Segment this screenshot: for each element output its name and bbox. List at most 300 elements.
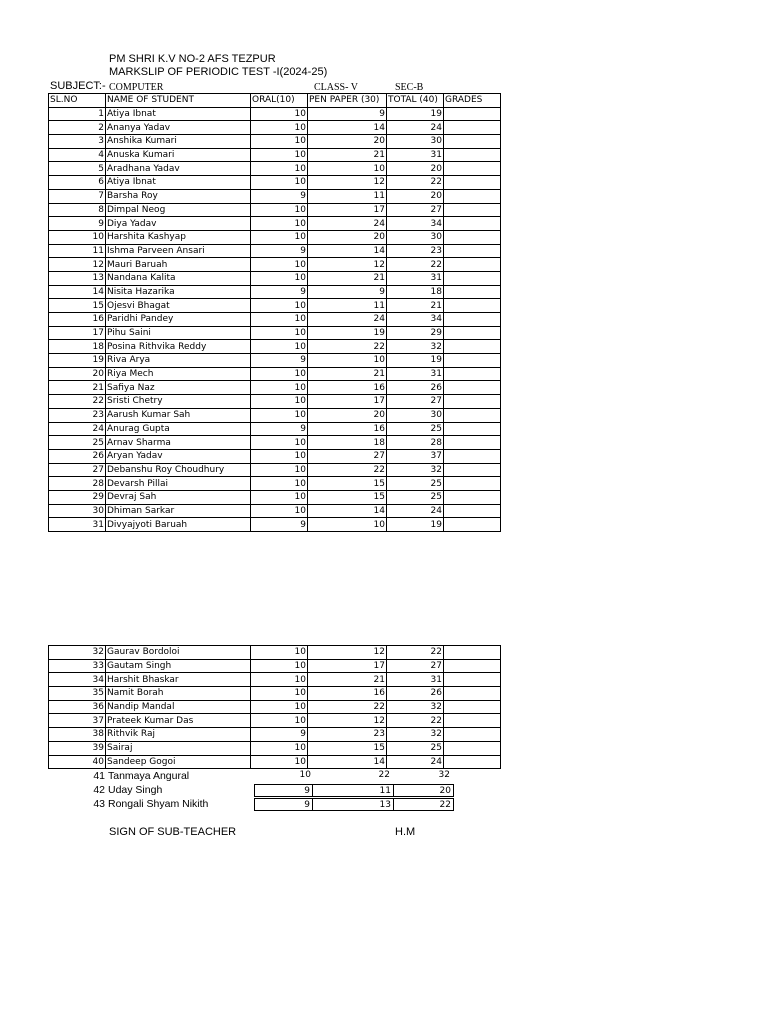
sign-sub-teacher: SIGN OF SUB-TEACHER xyxy=(109,826,237,838)
marks-table-1 xyxy=(48,93,501,532)
student-name-cell: Arnav Sharma xyxy=(106,436,251,450)
sl-no-cell: 22 xyxy=(49,395,106,409)
oral-cell: 9 xyxy=(251,244,308,258)
pen-paper-cell: 9 xyxy=(308,285,387,299)
student-name-cell: Sairaj xyxy=(106,741,251,755)
pen-paper-cell: 15 xyxy=(308,741,387,755)
total-cell: 31 xyxy=(387,148,444,162)
grade-cell xyxy=(444,299,501,313)
total-cell: 25 xyxy=(387,490,444,504)
grade-cell xyxy=(444,477,501,491)
oral-cell: 9 xyxy=(251,518,308,532)
sl-no-cell: 6 xyxy=(49,176,106,190)
student-name-cell: Sandeep Gogoi xyxy=(106,755,251,769)
total-cell: 19 xyxy=(387,107,444,121)
tail-oral-box: 9 xyxy=(254,784,313,797)
grade-cell xyxy=(444,673,501,687)
pen-paper-cell: 23 xyxy=(308,728,387,742)
sl-no-cell: 25 xyxy=(49,436,106,450)
pen-paper-cell: 24 xyxy=(308,313,387,327)
total-cell: 25 xyxy=(387,477,444,491)
table-row xyxy=(49,176,501,190)
pen-paper-cell: 21 xyxy=(308,271,387,285)
pen-paper-cell: 16 xyxy=(308,381,387,395)
total-cell: 21 xyxy=(387,299,444,313)
total-cell: 19 xyxy=(387,518,444,532)
total-cell: 27 xyxy=(387,203,444,217)
total-cell: 31 xyxy=(387,271,444,285)
sl-no-cell: 28 xyxy=(49,477,106,491)
student-name-cell: Diya Yadav xyxy=(106,217,251,231)
total-cell: 27 xyxy=(387,659,444,673)
student-name-cell: Mauri Baruah xyxy=(106,258,251,272)
table-row xyxy=(49,135,501,149)
sl-no-cell: 31 xyxy=(49,518,106,532)
total-cell: 29 xyxy=(387,326,444,340)
table-row xyxy=(49,326,501,340)
total-cell: 32 xyxy=(387,463,444,477)
table-row xyxy=(49,230,501,244)
table-row xyxy=(49,285,501,299)
total-cell: 30 xyxy=(387,135,444,149)
table-row xyxy=(49,340,501,354)
oral-cell: 10 xyxy=(251,271,308,285)
table-row xyxy=(49,203,501,217)
oral-cell: 10 xyxy=(251,463,308,477)
grade-cell xyxy=(444,148,501,162)
table-row xyxy=(49,436,501,450)
grade-cell xyxy=(444,285,501,299)
pen-paper-cell: 19 xyxy=(308,326,387,340)
table-row xyxy=(49,659,501,673)
total-cell: 26 xyxy=(387,381,444,395)
student-name-cell: Barsha Roy xyxy=(106,189,251,203)
student-name-cell: Pihu Saini xyxy=(106,326,251,340)
oral-cell: 10 xyxy=(251,299,308,313)
grade-cell xyxy=(444,741,501,755)
table-row xyxy=(49,741,501,755)
total-cell: 25 xyxy=(387,422,444,436)
student-name-cell: Ananya Yadav xyxy=(106,121,251,135)
oral-cell: 9 xyxy=(251,728,308,742)
total-cell: 34 xyxy=(387,217,444,231)
student-name-cell: Divyajyoti Baruah xyxy=(106,518,251,532)
table-row xyxy=(49,244,501,258)
oral-cell: 10 xyxy=(251,135,308,149)
oral-cell: 10 xyxy=(251,714,308,728)
table-row xyxy=(49,395,501,409)
grade-cell xyxy=(444,687,501,701)
grade-cell xyxy=(444,449,501,463)
sl-no-cell: 15 xyxy=(49,299,106,313)
col-header-oral: ORAL(10) xyxy=(251,94,308,108)
pen-paper-cell: 11 xyxy=(308,299,387,313)
pen-paper-cell: 17 xyxy=(308,395,387,409)
sl-no-cell: 11 xyxy=(49,244,106,258)
col-header-slno: SL.NO xyxy=(49,94,106,108)
student-name-cell: Nandana Kalita xyxy=(106,271,251,285)
oral-cell: 10 xyxy=(251,313,308,327)
student-name-cell: Devarsh Pillai xyxy=(106,477,251,491)
total-cell: 22 xyxy=(387,176,444,190)
grade-cell xyxy=(444,230,501,244)
sl-no-cell: 37 xyxy=(49,714,106,728)
oral-cell: 10 xyxy=(251,687,308,701)
table-row xyxy=(49,408,501,422)
grade-cell xyxy=(444,490,501,504)
total-cell: 22 xyxy=(387,714,444,728)
oral-cell: 10 xyxy=(251,107,308,121)
student-name-cell: Aryan Yadav xyxy=(106,449,251,463)
sl-no-cell: 2 xyxy=(49,121,106,135)
total-cell: 24 xyxy=(387,504,444,518)
sl-no-cell: 34 xyxy=(49,673,106,687)
student-name-cell: Anurag Gupta xyxy=(106,422,251,436)
grade-cell xyxy=(444,408,501,422)
table-row xyxy=(49,477,501,491)
col-header-name: NAME OF STUDENT xyxy=(106,94,251,108)
total-cell: 24 xyxy=(387,121,444,135)
oral-cell: 10 xyxy=(251,176,308,190)
oral-cell: 10 xyxy=(251,673,308,687)
grade-cell xyxy=(444,203,501,217)
pen-paper-cell: 10 xyxy=(308,162,387,176)
student-name-cell: Riya Mech xyxy=(106,367,251,381)
grade-cell xyxy=(444,728,501,742)
table-row xyxy=(49,354,501,368)
oral-cell: 10 xyxy=(251,217,308,231)
oral-cell: 10 xyxy=(251,326,308,340)
marks-table-2 xyxy=(48,645,501,769)
total-cell: 37 xyxy=(387,449,444,463)
pen-paper-cell: 24 xyxy=(308,217,387,231)
total-cell: 31 xyxy=(387,367,444,381)
sl-no-cell: 20 xyxy=(49,367,106,381)
pen-paper-cell: 20 xyxy=(308,230,387,244)
tail-sl-no: 43 xyxy=(93,798,105,810)
sl-no-cell: 26 xyxy=(49,449,106,463)
grade-cell xyxy=(444,714,501,728)
student-name-cell: Dhiman Sarkar xyxy=(106,504,251,518)
oral-cell: 10 xyxy=(251,436,308,450)
pen-paper-cell: 12 xyxy=(308,176,387,190)
student-name-cell: Sristi Chetry xyxy=(106,395,251,409)
sl-no-cell: 30 xyxy=(49,504,106,518)
oral-cell: 10 xyxy=(251,340,308,354)
student-name-cell: Paridhi Pandey xyxy=(106,313,251,327)
grade-cell xyxy=(444,367,501,381)
oral-cell: 9 xyxy=(251,354,308,368)
sl-no-cell: 23 xyxy=(49,408,106,422)
student-name-cell: Ishma Parveen Ansari xyxy=(106,244,251,258)
total-cell: 32 xyxy=(387,728,444,742)
sl-no-cell: 40 xyxy=(49,755,106,769)
oral-cell: 10 xyxy=(251,700,308,714)
pen-paper-cell: 16 xyxy=(308,687,387,701)
sl-no-cell: 14 xyxy=(49,285,106,299)
student-name-cell: Nisita Hazarika xyxy=(106,285,251,299)
total-cell: 30 xyxy=(387,408,444,422)
tail-sl-no: 41 xyxy=(93,770,105,782)
pen-paper-cell: 12 xyxy=(308,714,387,728)
oral-cell: 9 xyxy=(251,422,308,436)
student-name-cell: Aarush Kumar Sah xyxy=(106,408,251,422)
total-cell: 28 xyxy=(387,436,444,450)
sl-no-cell: 27 xyxy=(49,463,106,477)
sl-no-cell: 29 xyxy=(49,490,106,504)
student-name-cell: Aradhana Yadav xyxy=(106,162,251,176)
student-name-cell: Harshita Kashyap xyxy=(106,230,251,244)
student-name-cell: Riva Arya xyxy=(106,354,251,368)
oral-cell: 10 xyxy=(251,162,308,176)
total-cell: 26 xyxy=(387,687,444,701)
oral-cell: 10 xyxy=(251,504,308,518)
table-row xyxy=(49,518,501,532)
sl-no-cell: 10 xyxy=(49,230,106,244)
sl-no-cell: 9 xyxy=(49,217,106,231)
grade-cell xyxy=(444,646,501,660)
sl-no-cell: 19 xyxy=(49,354,106,368)
table-row xyxy=(49,148,501,162)
pen-paper-cell: 18 xyxy=(308,436,387,450)
tail-oral-box: 9 xyxy=(254,798,313,811)
total-cell: 34 xyxy=(387,313,444,327)
student-name-cell: Gautam Singh xyxy=(106,659,251,673)
subject-label: SUBJECT:- xyxy=(50,80,106,92)
pen-paper-cell: 15 xyxy=(308,490,387,504)
grade-cell xyxy=(444,162,501,176)
sl-no-cell: 17 xyxy=(49,326,106,340)
tail-student-name: Uday Singh xyxy=(108,784,163,796)
grade-cell xyxy=(444,422,501,436)
sl-no-cell: 3 xyxy=(49,135,106,149)
grade-cell xyxy=(444,313,501,327)
pen-paper-cell: 22 xyxy=(308,463,387,477)
total-cell: 22 xyxy=(387,258,444,272)
student-name-cell: Prateek Kumar Das xyxy=(106,714,251,728)
total-cell: 20 xyxy=(387,189,444,203)
total-cell: 30 xyxy=(387,230,444,244)
total-cell: 20 xyxy=(387,162,444,176)
table-row xyxy=(49,755,501,769)
student-name-cell: Atiya Ibnat xyxy=(106,107,251,121)
pen-paper-cell: 17 xyxy=(308,203,387,217)
tail-total: 32 xyxy=(438,770,450,780)
grade-cell xyxy=(444,395,501,409)
tail-pen-paper: 22 xyxy=(378,770,390,780)
col-header-grades: GRADES xyxy=(444,94,501,108)
sl-no-cell: 8 xyxy=(49,203,106,217)
total-cell: 27 xyxy=(387,395,444,409)
table-row xyxy=(49,217,501,231)
sl-no-cell: 7 xyxy=(49,189,106,203)
student-name-cell: Posina Rithvika Reddy xyxy=(106,340,251,354)
sl-no-cell: 12 xyxy=(49,258,106,272)
student-name-cell: Safiya Naz xyxy=(106,381,251,395)
tail-pen-paper-box: 13 xyxy=(312,798,394,811)
pen-paper-cell: 14 xyxy=(308,121,387,135)
grade-cell xyxy=(444,755,501,769)
student-name-cell: Ojesvi Bhagat xyxy=(106,299,251,313)
table-row xyxy=(49,299,501,313)
table-row xyxy=(49,463,501,477)
table-row xyxy=(49,271,501,285)
student-name-cell: Gaurav Bordoloi xyxy=(106,646,251,660)
total-cell: 22 xyxy=(387,646,444,660)
table-row xyxy=(49,449,501,463)
grade-cell xyxy=(444,326,501,340)
grade-cell xyxy=(444,121,501,135)
student-name-cell: Nandip Mandal xyxy=(106,700,251,714)
section-value: SEC-B xyxy=(395,82,424,93)
sl-no-cell: 24 xyxy=(49,422,106,436)
pen-paper-cell: 10 xyxy=(308,518,387,532)
markslip-title: MARKSLIP OF PERIODIC TEST -I(2024-25) xyxy=(109,66,328,78)
tail-pen-paper-box: 11 xyxy=(312,784,394,797)
pen-paper-cell: 20 xyxy=(308,135,387,149)
pen-paper-cell: 22 xyxy=(308,340,387,354)
student-name-cell: Anuska Kumari xyxy=(106,148,251,162)
grade-cell xyxy=(444,189,501,203)
total-cell: 18 xyxy=(387,285,444,299)
oral-cell: 10 xyxy=(251,449,308,463)
grade-cell xyxy=(444,271,501,285)
oral-cell: 10 xyxy=(251,408,308,422)
total-cell: 25 xyxy=(387,741,444,755)
table-row xyxy=(49,700,501,714)
sl-no-cell: 35 xyxy=(49,687,106,701)
sl-no-cell: 39 xyxy=(49,741,106,755)
tail-rows xyxy=(48,770,518,814)
class-value: CLASS- V xyxy=(314,82,358,93)
grade-cell xyxy=(444,436,501,450)
oral-cell: 10 xyxy=(251,121,308,135)
student-name-cell: Debanshu Roy Choudhury xyxy=(106,463,251,477)
oral-cell: 10 xyxy=(251,741,308,755)
grade-cell xyxy=(444,258,501,272)
pen-paper-cell: 27 xyxy=(308,449,387,463)
grade-cell xyxy=(444,340,501,354)
table-row xyxy=(49,687,501,701)
student-name-cell: Dimpal Neog xyxy=(106,203,251,217)
table-row xyxy=(49,673,501,687)
grade-cell xyxy=(444,354,501,368)
grade-cell xyxy=(444,659,501,673)
sl-no-cell: 16 xyxy=(49,313,106,327)
grade-cell xyxy=(444,244,501,258)
oral-cell: 9 xyxy=(251,285,308,299)
student-name-cell: Devraj Sah xyxy=(106,490,251,504)
oral-cell: 10 xyxy=(251,755,308,769)
grade-cell xyxy=(444,107,501,121)
tail-sl-no: 42 xyxy=(93,784,105,796)
table-row xyxy=(49,162,501,176)
sl-no-cell: 38 xyxy=(49,728,106,742)
oral-cell: 10 xyxy=(251,490,308,504)
tail-oral: 10 xyxy=(299,770,311,780)
oral-cell: 10 xyxy=(251,646,308,660)
student-name-cell: Atiya Ibnat xyxy=(106,176,251,190)
table-row xyxy=(49,381,501,395)
table-row xyxy=(49,646,501,660)
oral-cell: 10 xyxy=(251,395,308,409)
school-name: PM SHRI K.V NO-2 AFS TEZPUR xyxy=(109,53,276,65)
pen-paper-cell: 16 xyxy=(308,422,387,436)
table-row xyxy=(49,189,501,203)
pen-paper-cell: 22 xyxy=(308,700,387,714)
pen-paper-cell: 17 xyxy=(308,659,387,673)
sign-hm: H.M xyxy=(395,826,416,838)
table-row xyxy=(49,367,501,381)
pen-paper-cell: 14 xyxy=(308,504,387,518)
oral-cell: 9 xyxy=(251,189,308,203)
oral-cell: 10 xyxy=(251,381,308,395)
table-row xyxy=(49,714,501,728)
student-name-cell: Rithvik Raj xyxy=(106,728,251,742)
table-row xyxy=(49,258,501,272)
pen-paper-cell: 21 xyxy=(308,367,387,381)
total-cell: 31 xyxy=(387,673,444,687)
tail-total-box: 22 xyxy=(393,798,454,811)
total-cell: 23 xyxy=(387,244,444,258)
pen-paper-cell: 14 xyxy=(308,244,387,258)
pen-paper-cell: 12 xyxy=(308,258,387,272)
oral-cell: 10 xyxy=(251,477,308,491)
oral-cell: 10 xyxy=(251,148,308,162)
sl-no-cell: 36 xyxy=(49,700,106,714)
table-row xyxy=(49,728,501,742)
pen-paper-cell: 9 xyxy=(308,107,387,121)
oral-cell: 10 xyxy=(251,258,308,272)
table-row xyxy=(49,422,501,436)
sl-no-cell: 32 xyxy=(49,646,106,660)
grade-cell xyxy=(444,135,501,149)
tail-student-name: Tanmaya Angural xyxy=(108,770,190,782)
table-row xyxy=(49,121,501,135)
sl-no-cell: 33 xyxy=(49,659,106,673)
table-row xyxy=(49,504,501,518)
pen-paper-cell: 20 xyxy=(308,408,387,422)
grade-cell xyxy=(444,463,501,477)
col-header-pen-paper: PEN PAPER (30) xyxy=(308,94,387,108)
col-header-total: TOTAL (40) xyxy=(387,94,444,108)
total-cell: 19 xyxy=(387,354,444,368)
subject-value: COMPUTER xyxy=(109,82,164,93)
oral-cell: 10 xyxy=(251,659,308,673)
sl-no-cell: 18 xyxy=(49,340,106,354)
grade-cell xyxy=(444,700,501,714)
total-cell: 24 xyxy=(387,755,444,769)
sl-no-cell: 1 xyxy=(49,107,106,121)
sl-no-cell: 4 xyxy=(49,148,106,162)
grade-cell xyxy=(444,504,501,518)
oral-cell: 10 xyxy=(251,203,308,217)
student-name-cell: Namit Borah xyxy=(106,687,251,701)
pen-paper-cell: 21 xyxy=(308,148,387,162)
sl-no-cell: 5 xyxy=(49,162,106,176)
sl-no-cell: 13 xyxy=(49,271,106,285)
oral-cell: 10 xyxy=(251,230,308,244)
pen-paper-cell: 12 xyxy=(308,646,387,660)
table-row xyxy=(49,107,501,121)
pen-paper-cell: 10 xyxy=(308,354,387,368)
grade-cell xyxy=(444,176,501,190)
student-name-cell: Anshika Kumari xyxy=(106,135,251,149)
pen-paper-cell: 21 xyxy=(308,673,387,687)
total-cell: 32 xyxy=(387,340,444,354)
pen-paper-cell: 11 xyxy=(308,189,387,203)
total-cell: 32 xyxy=(387,700,444,714)
